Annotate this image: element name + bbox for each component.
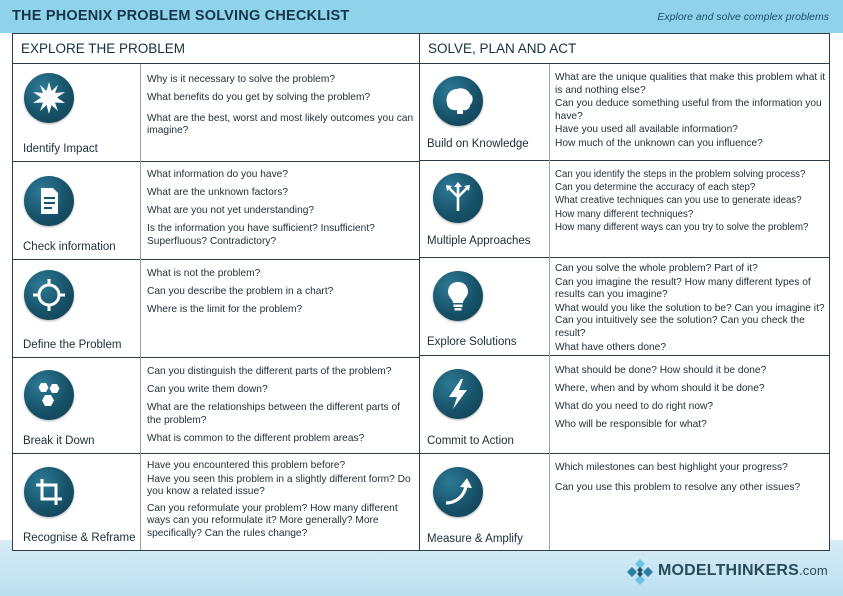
row-commit-to-action bbox=[420, 356, 549, 453]
question: How many different ways can you try to solve the problem? bbox=[555, 221, 809, 233]
question-list bbox=[147, 169, 412, 254]
brand-text: MODELTHINKERS bbox=[658, 562, 799, 579]
question: Which milestones can best highlight your progress? bbox=[555, 462, 788, 473]
question: Can you identify the steps in the problem solving process? bbox=[555, 169, 806, 180]
category-label: Commit to Action bbox=[427, 435, 514, 447]
column-header-solve: SOLVE, PLAN AND ACT bbox=[428, 41, 577, 56]
question: What are the best, worst and most likely outcomes you can imagine? bbox=[147, 112, 414, 136]
question: What are the unknown factors? bbox=[147, 187, 289, 198]
question: What is not the problem? bbox=[147, 268, 261, 279]
question: Have you seen this problem in a slightly different form? Do you know a related issue? bbox=[147, 473, 411, 498]
crop-icon bbox=[24, 467, 74, 517]
row-measure-amplify bbox=[420, 454, 549, 550]
question: What is common to the different problem areas? bbox=[147, 432, 365, 444]
category-label: Explore Solutions bbox=[427, 336, 517, 348]
question: What information do you have? bbox=[147, 169, 289, 180]
column-divider bbox=[549, 64, 550, 550]
header-bar bbox=[0, 0, 843, 33]
split-arrows-icon bbox=[433, 173, 483, 223]
question: Can you distinguish the different parts of the problem? bbox=[147, 366, 392, 377]
category-label: Identify Impact bbox=[23, 143, 98, 155]
question: Can you imagine the result? How many different types of results can you imagine? bbox=[555, 276, 811, 301]
question: Who will be responsible for what? bbox=[555, 419, 707, 430]
category-label: Check information bbox=[23, 241, 116, 253]
question: Can you use this problem to resolve any other issues? bbox=[555, 481, 801, 493]
question: What are the unique qualities that make this problem what it is and nothing else? bbox=[555, 72, 826, 96]
question: How much of the unknown can you influence? bbox=[555, 138, 763, 150]
brand-name bbox=[658, 562, 828, 580]
row-build-on-knowledge bbox=[420, 64, 549, 160]
document-icon bbox=[24, 176, 74, 226]
question-list bbox=[147, 366, 415, 451]
question: What benefits do you get by solving the problem? bbox=[147, 92, 371, 103]
question-list bbox=[555, 462, 830, 500]
category-label: Build on Knowledge bbox=[427, 138, 529, 150]
question-list bbox=[555, 72, 827, 152]
question-list bbox=[147, 460, 417, 541]
question-list bbox=[555, 365, 827, 437]
category-label: Recognise & Reframe bbox=[23, 532, 136, 544]
question: Can you reformulate your problem? How many different ways can you reformulate it? More generally? More specifically? Can the rules change? bbox=[147, 502, 398, 539]
category-label: Define the Problem bbox=[23, 339, 122, 351]
checklist-table bbox=[12, 33, 830, 551]
category-label: Break it Down bbox=[23, 435, 95, 447]
question: Have you encountered this problem before? bbox=[147, 460, 346, 471]
page-subtitle: Explore and solve complex problems bbox=[657, 11, 829, 23]
question-list bbox=[147, 268, 412, 322]
brand-suffix: .com bbox=[798, 563, 828, 578]
modelthinkers-logo-icon bbox=[626, 558, 654, 586]
question: What are you not yet understanding? bbox=[147, 205, 315, 216]
question: Where, when and by whom should it be done? bbox=[555, 383, 765, 394]
question: Why is it necessary to solve the problem? bbox=[147, 74, 335, 85]
question: What do you need to do right now? bbox=[555, 401, 714, 412]
question-list bbox=[147, 74, 417, 143]
question: What should be done? How should it be done? bbox=[555, 365, 767, 376]
target-icon bbox=[24, 270, 74, 320]
category-label: Multiple Approaches bbox=[427, 235, 531, 247]
question: Can you determine the accuracy of each step? bbox=[555, 182, 756, 194]
question: Can you write them down? bbox=[147, 384, 268, 395]
question-list bbox=[555, 263, 827, 355]
row-break-it-down bbox=[13, 358, 140, 453]
row-identify-impact bbox=[13, 64, 140, 161]
question: What creative techniques can you use to generate ideas? bbox=[555, 195, 802, 207]
question-list bbox=[555, 169, 830, 235]
row-explore-solutions bbox=[420, 258, 549, 355]
question: Can you solve the whole problem? Part of it? bbox=[555, 263, 758, 274]
column-header-explore: EXPLORE THE PROBLEM bbox=[21, 41, 186, 56]
burst-icon bbox=[24, 73, 74, 123]
question: What are the relationships between the different parts of the problem? bbox=[147, 402, 400, 426]
hexagons-icon bbox=[24, 370, 74, 420]
brain-icon bbox=[433, 76, 483, 126]
lightning-icon bbox=[433, 369, 483, 419]
question: Can you describe the problem in a chart? bbox=[147, 286, 334, 297]
question: Have you used all available information? bbox=[555, 124, 738, 136]
lightbulb-icon bbox=[433, 271, 483, 321]
question: What would you like the solution to be? Can you imagine it? Can you intuitively see the solution? Can you check the result? bbox=[555, 302, 825, 339]
row-check-information bbox=[13, 162, 140, 259]
category-label: Measure & Amplify bbox=[427, 533, 523, 545]
question: Is the information you have sufficient? Insufficient? Superfluous? Contradictory? bbox=[147, 223, 375, 247]
question: Where is the limit for the problem? bbox=[147, 304, 303, 315]
row-recognise-reframe bbox=[13, 454, 140, 550]
question: What have others done? bbox=[555, 341, 667, 353]
question: Can you deduce something useful from the information you have? bbox=[555, 98, 822, 122]
row-define-problem bbox=[13, 260, 140, 357]
curved-arrow-icon bbox=[433, 467, 483, 517]
row-multiple-approaches bbox=[420, 161, 549, 257]
column-divider bbox=[140, 64, 141, 550]
page-title: THE PHOENIX PROBLEM SOLVING CHECKLIST bbox=[12, 8, 350, 24]
question: How many different techniques? bbox=[555, 208, 694, 220]
